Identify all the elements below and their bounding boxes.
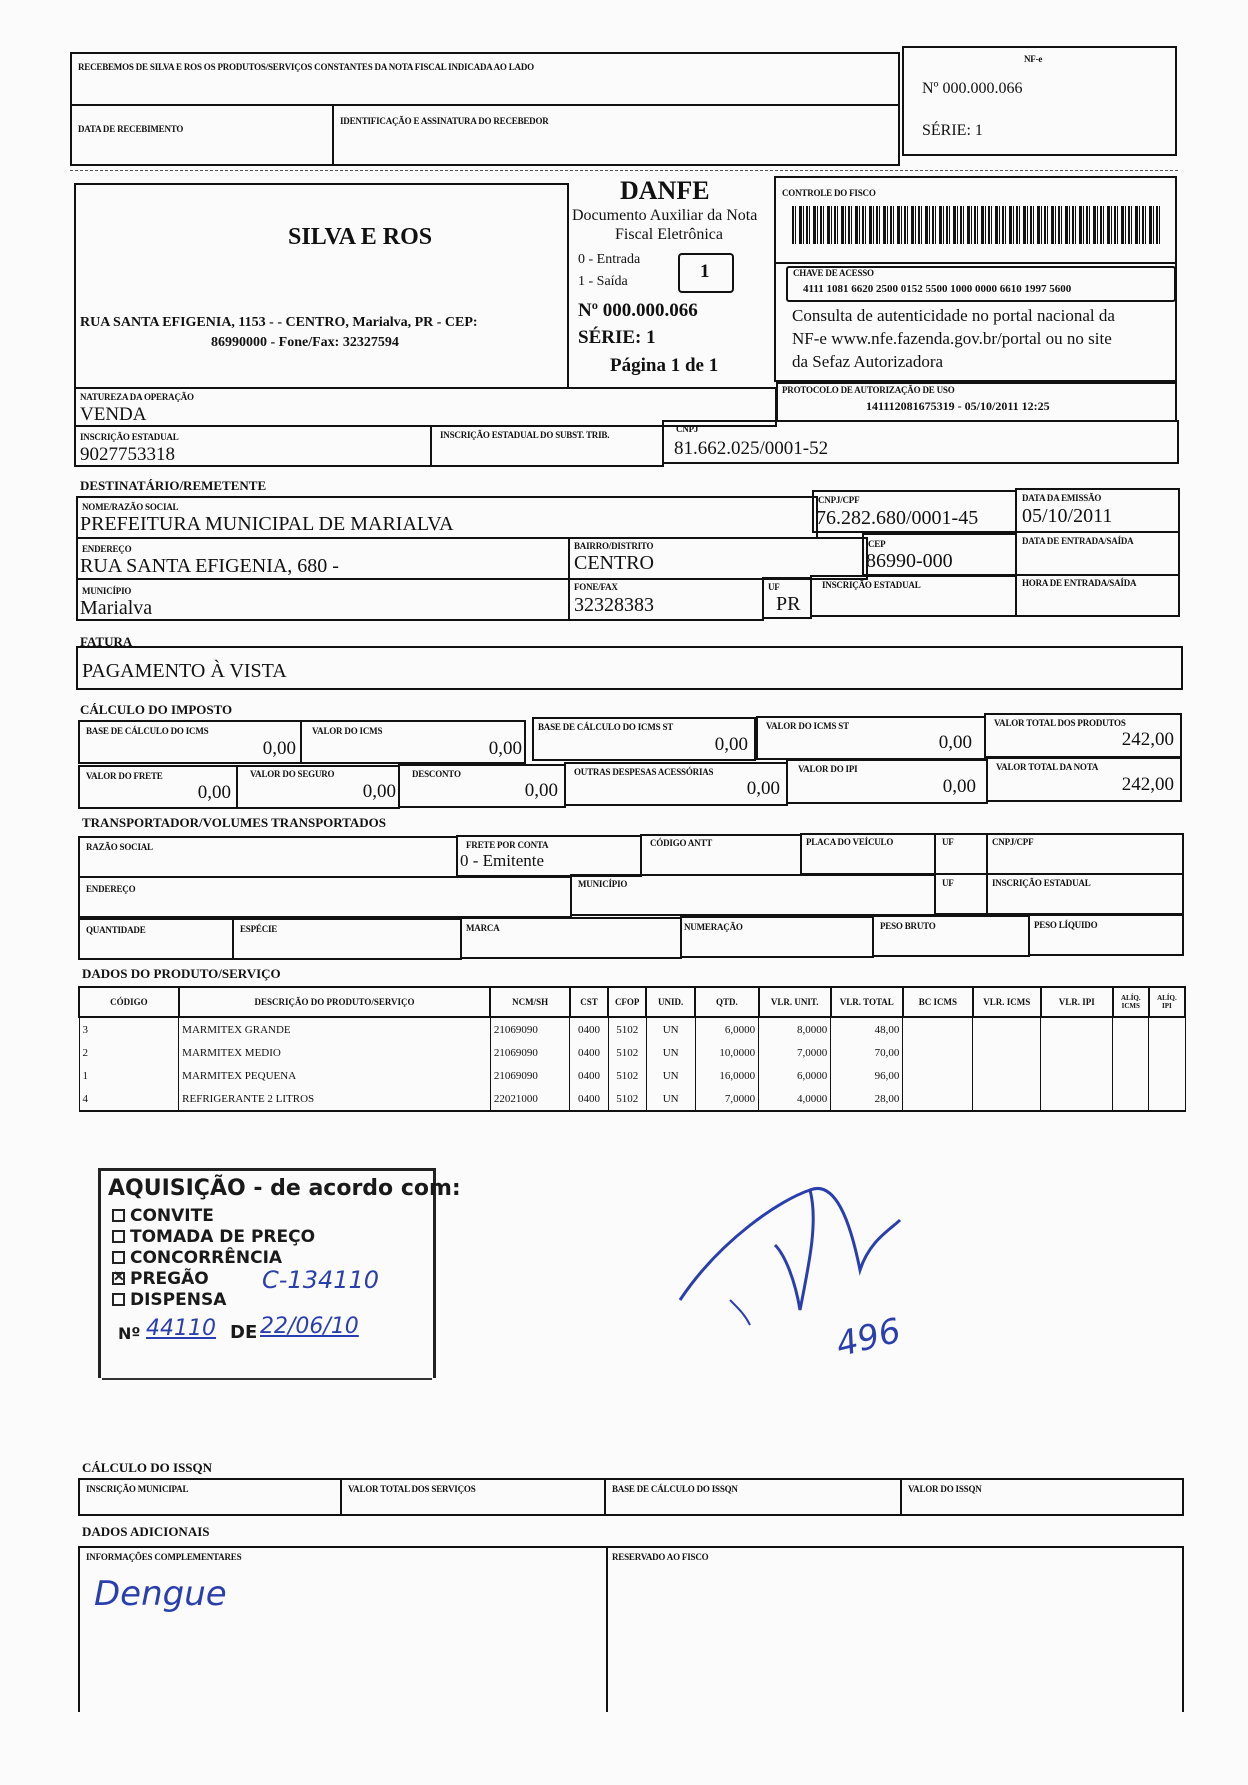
danfe-tipo: 1 [700, 261, 710, 282]
table-cell [973, 1041, 1041, 1064]
table-cell [1041, 1087, 1113, 1111]
table-cell [1113, 1064, 1149, 1087]
canhoto-divider [70, 170, 1178, 171]
dest-bairro-label: BAIRRO/DISTRITO [574, 541, 654, 551]
transp-especie-label: ESPÉCIE [240, 924, 278, 934]
dest-municipio-value: Marialva [80, 597, 153, 619]
table-cell [973, 1064, 1041, 1087]
table-cell: 4,0000 [759, 1087, 831, 1111]
adicionais-info-label: INFORMAÇÕES COMPLEMENTARES [86, 1552, 242, 1562]
emitente-endereco: RUA SANTA EFIGENIA, 1153 - - CENTRO, Marialva, PR - CEP: [80, 315, 478, 330]
natureza-label: NATUREZA DA OPERAÇÃO [80, 392, 194, 402]
imp-seguro-label: VALOR DO SEGURO [250, 769, 335, 779]
dest-nome-value: PREFEITURA MUNICIPAL DE MARIALVA [80, 513, 454, 535]
stamp-option-label: DISPENSA [130, 1290, 227, 1310]
issqn-base-label: BASE DE CÁLCULO DO ISSQN [612, 1484, 738, 1494]
imp-desconto-value: 0,00 [524, 780, 558, 801]
imp-outras-label: OUTRAS DESPESAS ACESSÓRIAS [574, 767, 714, 777]
table-cell: 70,00 [831, 1041, 903, 1064]
col-qtd: QTD. [695, 987, 759, 1017]
col-unid: UNID. [646, 987, 695, 1017]
table-cell [1113, 1017, 1149, 1041]
transp-peso-liquido-label: PESO LÍQUIDO [1034, 920, 1098, 930]
stamp-signature-line [102, 1378, 432, 1380]
imp-total-nota-label: VALOR TOTAL DA NOTA [996, 762, 1099, 772]
table-cell: 5102 [608, 1041, 646, 1064]
table-cell: REFRIGERANTE 2 LITROS [179, 1087, 491, 1111]
adicionais-section: DADOS ADICIONAIS [82, 1524, 210, 1539]
danfe-serie: SÉRIE: 1 [578, 327, 656, 348]
canhoto-recebemos-text: RECEBEMOS DE SILVA E ROS OS PRODUTOS/SERVIÇOS CONSTANTES DA NOTA FISCAL INDICADA AO LADO [78, 62, 534, 72]
stamp-numero-prefix: Nº [118, 1324, 141, 1343]
transp-frete-value: 0 - Emitente [460, 851, 545, 870]
dest-uf-label: UF [768, 582, 780, 592]
transp-uf2-label: UF [942, 878, 954, 888]
table-cell: UN [646, 1041, 695, 1064]
table-cell: 3 [79, 1017, 179, 1041]
table-cell: UN [646, 1017, 695, 1041]
table-cell: 0400 [570, 1041, 608, 1064]
dest-cnpj-label: CNPJ/CPF [818, 495, 860, 505]
danfe-title: DANFE [620, 176, 710, 205]
table-cell: 21069090 [490, 1041, 570, 1064]
stamp-title: AQUISIÇÃO - de acordo com: [108, 1176, 461, 1201]
dest-hora-label: HORA DE ENTRADA/SAÍDA [1022, 578, 1137, 588]
table-cell: UN [646, 1087, 695, 1111]
transp-numeracao-label: NUMERAÇÃO [684, 922, 743, 932]
ie-st-label: INSCRIÇÃO ESTADUAL DO SUBST. TRIB. [440, 430, 610, 440]
imp-bc-icms-value: 0,00 [262, 738, 296, 759]
protocolo-label: PROTOCOLO DE AUTORIZAÇÃO DE USO [782, 385, 955, 395]
col-aliq-icms: ALÍQ. ICMS [1113, 987, 1149, 1017]
stamp-option-label: CONVITE [130, 1206, 214, 1226]
canhoto-identificacao-box [332, 104, 900, 166]
dest-municipio-label: MUNICÍPIO [82, 586, 132, 596]
dest-ie-label: INSCRIÇÃO ESTADUAL [822, 580, 921, 590]
table-cell: 21069090 [490, 1017, 570, 1041]
table-cell: 5102 [608, 1017, 646, 1041]
transp-endereco-label: ENDEREÇO [86, 884, 136, 894]
table-cell [1113, 1041, 1149, 1064]
stamp-checkbox [112, 1272, 125, 1285]
dest-cep-label: CEP [868, 539, 886, 549]
table-cell: 0400 [570, 1087, 608, 1111]
table-row [79, 1064, 1185, 1087]
imp-bc-icms-label: BASE DE CÁLCULO DO ICMS [86, 726, 209, 736]
stamp-checkbox [112, 1251, 125, 1264]
imp-ipi-label: VALOR DO IPI [798, 764, 858, 774]
table-cell: 8,0000 [759, 1017, 831, 1041]
imp-icms-st-label: VALOR DO ICMS ST [766, 721, 849, 731]
imp-icms-label: VALOR DO ICMS [312, 726, 383, 736]
dest-bairro-value: CENTRO [574, 552, 654, 574]
danfe-saida: 1 - Saída [578, 274, 628, 289]
transp-cnpj-label: CNPJ/CPF [992, 837, 1034, 847]
dest-emissao-label: DATA DA EMISSÃO [1022, 493, 1102, 503]
table-cell [1041, 1017, 1113, 1041]
dest-emissao-value: 05/10/2011 [1022, 505, 1113, 527]
issqn-inscricao-label: INSCRIÇÃO MUNICIPAL [86, 1484, 189, 1494]
imp-icms-st-value: 0,00 [938, 732, 972, 753]
transportador-section: TRANSPORTADOR/VOLUMES TRANSPORTADOS [82, 815, 387, 830]
fisco-controle-label: CONTROLE DO FISCO [782, 188, 876, 198]
fisco-consulta-1: Consulta de autenticidade no portal nacional da [792, 306, 1115, 325]
table-cell: 96,00 [831, 1064, 903, 1087]
table-cell [1149, 1017, 1185, 1041]
table-cell: 6,0000 [759, 1064, 831, 1087]
produtos-section: DADOS DO PRODUTO/SERVIÇO [82, 966, 281, 981]
fisco-chave-label: CHAVE DE ACESSO [793, 268, 874, 278]
table-cell: 4 [79, 1087, 179, 1111]
produtos-table [78, 986, 1186, 1112]
natureza-value: VENDA [80, 404, 147, 425]
issqn-section: CÁLCULO DO ISSQN [82, 1460, 213, 1475]
table-cell: 1 [79, 1064, 179, 1087]
issqn-servicos-label: VALOR TOTAL DOS SERVIÇOS [348, 1484, 476, 1494]
col-vlr-ipi: VLR. IPI [1041, 987, 1113, 1017]
cnpj-emit-value: 81.662.025/0001-52 [674, 438, 829, 459]
danfe-subtitle-2: Fiscal Eletrônica [615, 226, 723, 243]
imp-total-prod-value: 242,00 [1121, 729, 1174, 750]
table-cell [903, 1087, 973, 1111]
stamp-option-label: PREGÃO [130, 1269, 209, 1289]
fisco-consulta-3: da Sefaz Autorizadora [792, 352, 944, 371]
table-cell: 28,00 [831, 1087, 903, 1111]
transp-uf-label: UF [942, 837, 954, 847]
danfe-numero: Nº 000.000.066 [578, 300, 698, 321]
canhoto-recebemos-box [70, 52, 900, 106]
protocolo-value: 141112081675319 - 05/10/2011 12:25 [866, 399, 1050, 413]
imp-bc-st-value: 0,00 [714, 734, 748, 755]
transp-endereco-box [78, 876, 572, 918]
table-cell: 21069090 [490, 1064, 570, 1087]
assinatura-dengue: Dengue [94, 1574, 227, 1614]
canhoto-serie: SÉRIE: 1 [922, 122, 983, 139]
col-cfop: CFOP [608, 987, 646, 1017]
table-cell: MARMITEX MEDIO [179, 1041, 491, 1064]
table-cell: 5102 [608, 1064, 646, 1087]
transp-peso-bruto-label: PESO BRUTO [880, 921, 936, 931]
check-mark-icon: ✕ [113, 1270, 125, 1285]
col-ncm: NCM/SH [490, 987, 570, 1017]
transp-frete-label: FRETE POR CONTA [466, 840, 549, 850]
table-cell: MARMITEX GRANDE [179, 1017, 491, 1041]
issqn-valor-label: VALOR DO ISSQN [908, 1484, 982, 1494]
imp-total-prod-label: VALOR TOTAL DOS PRODUTOS [994, 718, 1126, 728]
col-vlr-icms: VLR. ICMS [973, 987, 1041, 1017]
col-vlr-total: VLR. TOTAL [831, 987, 903, 1017]
table-cell [1149, 1087, 1185, 1111]
table-cell [973, 1017, 1041, 1041]
col-bc-icms: BC ICMS [903, 987, 973, 1017]
stamp-option-label: CONCORRÊNCIA [130, 1248, 283, 1268]
table-cell: MARMITEX PEQUENA [179, 1064, 491, 1087]
stamp-checkbox [112, 1230, 125, 1243]
stamp-pregao-handwritten: C-134110 [262, 1266, 380, 1294]
imposto-section: CÁLCULO DO IMPOSTO [80, 702, 233, 717]
imp-frete-value: 0,00 [197, 782, 231, 803]
table-cell: 10,0000 [695, 1041, 759, 1064]
stamp-option-label: TOMADA DE PREÇO [130, 1227, 316, 1247]
imp-icms-value: 0,00 [488, 738, 522, 759]
table-cell: 5102 [608, 1087, 646, 1111]
rubrica-numero: 496 [832, 1310, 905, 1366]
imp-ipi-value: 0,00 [942, 776, 976, 797]
table-cell [1149, 1041, 1185, 1064]
imp-outras-value: 0,00 [746, 778, 780, 799]
adicionais-info-box [78, 1546, 608, 1712]
table-cell [903, 1064, 973, 1087]
imp-total-nota-value: 242,00 [1121, 774, 1174, 795]
cnpj-emit-label: CNPJ [676, 424, 699, 434]
table-cell: 6,0000 [695, 1017, 759, 1041]
dest-cep-value: 86990-000 [866, 550, 953, 572]
table-cell [1041, 1041, 1113, 1064]
imp-seguro-value: 0,00 [362, 781, 396, 802]
col-aliq-ipi: ALÍQ. IPI [1149, 987, 1185, 1017]
produtos-body [79, 1017, 1185, 1111]
stamp-de: DE [230, 1322, 258, 1343]
imp-bc-st-label: BASE DE CÁLCULO DO ICMS ST [538, 722, 674, 732]
table-cell: 0400 [570, 1017, 608, 1041]
danfe-entrada: 0 - Entrada [578, 252, 641, 267]
transp-municipio-label: MUNICÍPIO [578, 879, 628, 889]
canhoto-identificacao-label: IDENTIFICAÇÃO E ASSINATURA DO RECEBEDOR [340, 116, 549, 126]
produtos-header-row [79, 987, 1185, 1017]
ie-value: 9027753318 [80, 444, 175, 465]
adicionais-reservado-box [606, 1546, 1184, 1712]
fisco-consulta-2: NF-e www.nfe.fazenda.gov.br/portal ou no site [792, 329, 1112, 348]
transp-ie-label: INSCRIÇÃO ESTADUAL [992, 878, 1091, 888]
col-codigo: CÓDIGO [79, 987, 179, 1017]
table-cell: 2 [79, 1041, 179, 1064]
adicionais-reservado-label: RESERVADO AO FISCO [612, 1552, 709, 1562]
dest-uf-value: PR [776, 593, 801, 615]
emitente-endereco-2: 86990000 - Fone/Fax: 32327594 [211, 335, 399, 350]
emitente-box [74, 183, 569, 389]
col-cst: CST [570, 987, 608, 1017]
danfe-subtitle-1: Documento Auxiliar da Nota [572, 207, 758, 224]
fatura-section: FATURA [80, 634, 133, 649]
dest-fone-value: 32328383 [574, 594, 654, 616]
dest-fone-label: FONE/FAX [574, 582, 618, 592]
table-row [79, 1017, 1185, 1041]
table-cell: 0400 [570, 1064, 608, 1087]
dest-cnpj-value: 76.282.680/0001-45 [816, 507, 979, 529]
stamp-checkbox [112, 1293, 125, 1306]
fatura-value: PAGAMENTO À VISTA [82, 660, 287, 682]
danfe-pagina: Página 1 de 1 [610, 355, 719, 376]
table-cell [1113, 1087, 1149, 1111]
dest-nome-label: NOME/RAZÃO SOCIAL [82, 502, 179, 512]
table-cell: 16,0000 [695, 1064, 759, 1087]
transp-antt-label: CÓDIGO ANTT [650, 838, 713, 848]
table-cell [1149, 1064, 1185, 1087]
barcode [792, 206, 1162, 244]
col-vlr-unit: VLR. UNIT. [759, 987, 831, 1017]
emitente-nome: SILVA E ROS [288, 224, 433, 250]
imp-frete-label: VALOR DO FRETE [86, 771, 163, 781]
stamp-numero: 44110 [146, 1316, 216, 1341]
stamp-checkbox [112, 1209, 125, 1222]
transp-quantidade-label: QUANTIDADE [86, 925, 146, 935]
ie-label: INSCRIÇÃO ESTADUAL [80, 432, 179, 442]
transp-marca-label: MARCA [466, 923, 500, 933]
transp-razao-label: RAZÃO SOCIAL [86, 842, 153, 852]
table-cell [903, 1017, 973, 1041]
table-cell [1041, 1064, 1113, 1087]
table-cell: 48,00 [831, 1017, 903, 1041]
table-row [79, 1087, 1185, 1111]
table-cell: 7,0000 [759, 1041, 831, 1064]
stamp-data: 22/06/10 [260, 1314, 359, 1339]
table-cell: 7,0000 [695, 1087, 759, 1111]
table-cell [903, 1041, 973, 1064]
imp-desconto-label: DESCONTO [412, 769, 461, 779]
table-cell [973, 1087, 1041, 1111]
destinatario-section: DESTINATÁRIO/REMETENTE [80, 478, 267, 493]
table-cell: UN [646, 1064, 695, 1087]
transp-placa-label: PLACA DO VEÍCULO [806, 837, 894, 847]
fisco-chave: 4111 1081 6620 2500 0152 5500 1000 0000 6610 1997 5600 [803, 283, 1072, 295]
table-cell: 22021000 [490, 1087, 570, 1111]
col-descricao: DESCRIÇÃO DO PRODUTO/SERVIÇO [179, 987, 491, 1017]
canhoto-data-label: DATA DE RECEBIMENTO [78, 124, 184, 134]
dest-endereco-value: RUA SANTA EFIGENIA, 680 - [80, 555, 339, 577]
canhoto-nfe-label: NF-e [1024, 54, 1043, 64]
canhoto-numero: Nº 000.000.066 [922, 80, 1023, 97]
dest-entrada-saida-label: DATA DE ENTRADA/SAÍDA [1022, 536, 1134, 546]
table-row [79, 1041, 1185, 1064]
canhoto-data-box [70, 104, 334, 166]
dest-endereco-label: ENDEREÇO [82, 544, 132, 554]
